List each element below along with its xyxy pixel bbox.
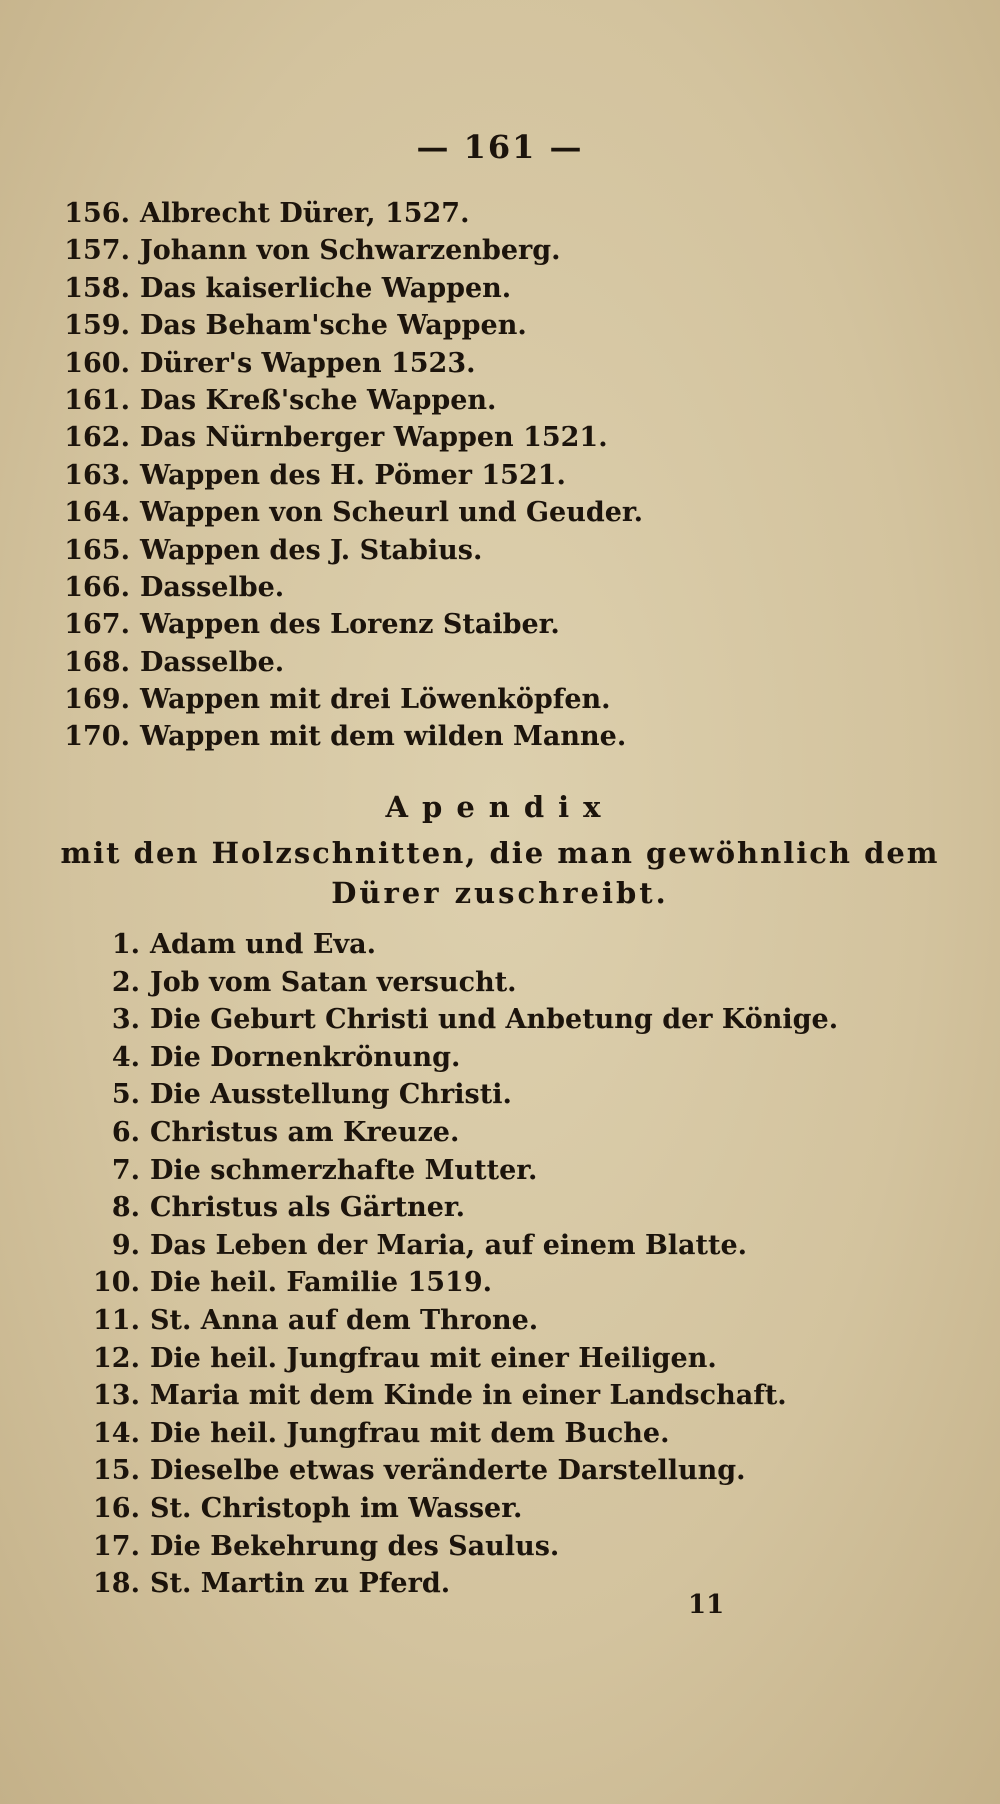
item-number: 17. [93,1530,140,1562]
item-text: Johann von Schwarzenberg. [140,235,561,267]
item-text: Die Ausstellung Christi. [150,1079,512,1111]
list-item [66,964,966,1002]
appendix-subtitle: mit den Holzschnitten, die man gewöhnlich dem [60,836,940,870]
item-number: 156. [64,198,130,229]
item-text: Christus am Kreuze. [150,1116,460,1148]
item-text: Wappen des J. Stabius. [140,534,483,566]
item-number: 168. [64,646,130,678]
item-number: 1. [111,929,140,960]
item-number: 15. [93,1455,140,1487]
list-item [58,345,958,382]
appendix-list [66,926,966,1603]
item-text: Die heil. Jungfrau mit dem Buche. [150,1417,670,1449]
item-number: 4. [111,1041,140,1073]
appendix-title: Apendix [385,790,615,824]
item-text: Das Kreß'sche Wappen. [140,384,497,416]
item-number: 169. [64,684,130,716]
list-item [66,1189,966,1227]
list-item [58,569,958,606]
list-item [58,419,958,456]
item-text: Wappen mit drei Löwenköpfen. [140,684,611,716]
list-item [66,1528,966,1566]
list-item [66,1076,966,1114]
list-item [58,307,958,344]
item-number: 11. [93,1304,140,1336]
item-text: Die schmerzhafte Mutter. [150,1154,538,1186]
item-text: Die heil. Jungfrau mit einer Heiligen. [150,1342,717,1374]
list-item [58,195,958,232]
list-item [66,1152,966,1190]
item-text: Maria mit dem Kinde in einer Landschaft. [150,1380,787,1412]
item-text: Dasselbe. [140,646,285,678]
item-text: Adam und Eva. [150,929,376,960]
item-number: 167. [64,609,130,641]
list-item [58,532,958,569]
item-text: Das Leben der Maria, auf einem Blatte. [150,1229,748,1261]
item-number: 14. [93,1417,140,1449]
item-text: Dieselbe etwas veränderte Darstellung. [150,1455,746,1487]
list-item [66,1039,966,1077]
item-number: 164. [64,497,130,529]
item-number: 12. [93,1342,140,1374]
item-number: 18. [93,1568,140,1600]
item-text: Albrecht Dürer, 1527. [140,198,470,229]
list-item [66,1490,966,1528]
list-item [66,1340,966,1378]
list-item [66,1415,966,1453]
item-number: 163. [64,459,130,491]
list-item [58,232,958,269]
page-number: — 161 — [416,128,584,166]
item-text: St. Anna auf dem Throne. [150,1304,539,1336]
item-number: 2. [111,966,140,998]
list-item [66,1302,966,1340]
item-text: Dasselbe. [140,571,285,603]
list-item [66,926,966,964]
item-number: 8. [111,1192,140,1224]
item-number: 165. [64,534,130,566]
list-item [58,382,958,419]
item-text: Wappen des H. Pömer 1521. [140,459,566,491]
item-number: 160. [64,347,130,379]
item-number: 161. [64,384,130,416]
list-item [58,494,958,531]
item-number: 170. [64,721,130,753]
list-item [58,270,958,307]
item-text: Dürer's Wappen 1523. [140,347,476,379]
list-item [58,718,958,755]
item-number: 159. [64,310,130,342]
item-text: Das kaiserliche Wappen. [140,272,512,304]
main-list [58,195,958,756]
item-text: Job vom Satan versucht. [150,966,517,998]
list-item [58,457,958,494]
item-text: Das Nürnberger Wappen 1521. [140,422,608,454]
list-item [66,1264,966,1302]
item-number: 10. [93,1267,140,1299]
item-number: 158. [64,272,130,304]
item-text: Christus als Gärtner. [150,1192,466,1224]
item-number: 5. [111,1079,140,1111]
item-text: Die Geburt Christi und Anbetung der Könige. [150,1004,839,1036]
list-item [58,606,958,643]
list-item [66,1377,966,1415]
item-number: 7. [111,1154,140,1186]
item-text: Die Bekehrung des Saulus. [150,1530,560,1562]
item-text: Die Dornenkrönung. [150,1041,461,1073]
list-item [58,681,958,718]
item-text: Das Beham'sche Wappen. [140,310,527,342]
signature-mark: 11 [688,1590,725,1620]
item-text: St. Christoph im Wasser. [150,1492,523,1524]
item-text: Wappen von Scheurl und Geuder. [140,497,644,529]
item-text: Die heil. Familie 1519. [150,1267,493,1299]
item-number: 3. [111,1004,140,1036]
list-item [58,644,958,681]
item-text: St. Martin zu Pferd. [150,1568,451,1600]
list-item [66,1227,966,1265]
list-item [66,1565,966,1603]
item-number: 6. [111,1116,140,1148]
list-item [66,1452,966,1490]
appendix-subtitle: Dürer zuschreibt. [331,876,669,910]
item-text: Wappen mit dem wilden Manne. [140,721,627,753]
item-number: 13. [93,1380,140,1412]
item-number: 166. [64,571,130,603]
item-number: 157. [64,235,130,267]
item-number: 16. [93,1492,140,1524]
item-number: 162. [64,422,130,454]
list-item [66,1001,966,1039]
list-item [66,1114,966,1152]
item-number: 9. [111,1229,140,1261]
item-text: Wappen des Lorenz Staiber. [140,609,560,641]
